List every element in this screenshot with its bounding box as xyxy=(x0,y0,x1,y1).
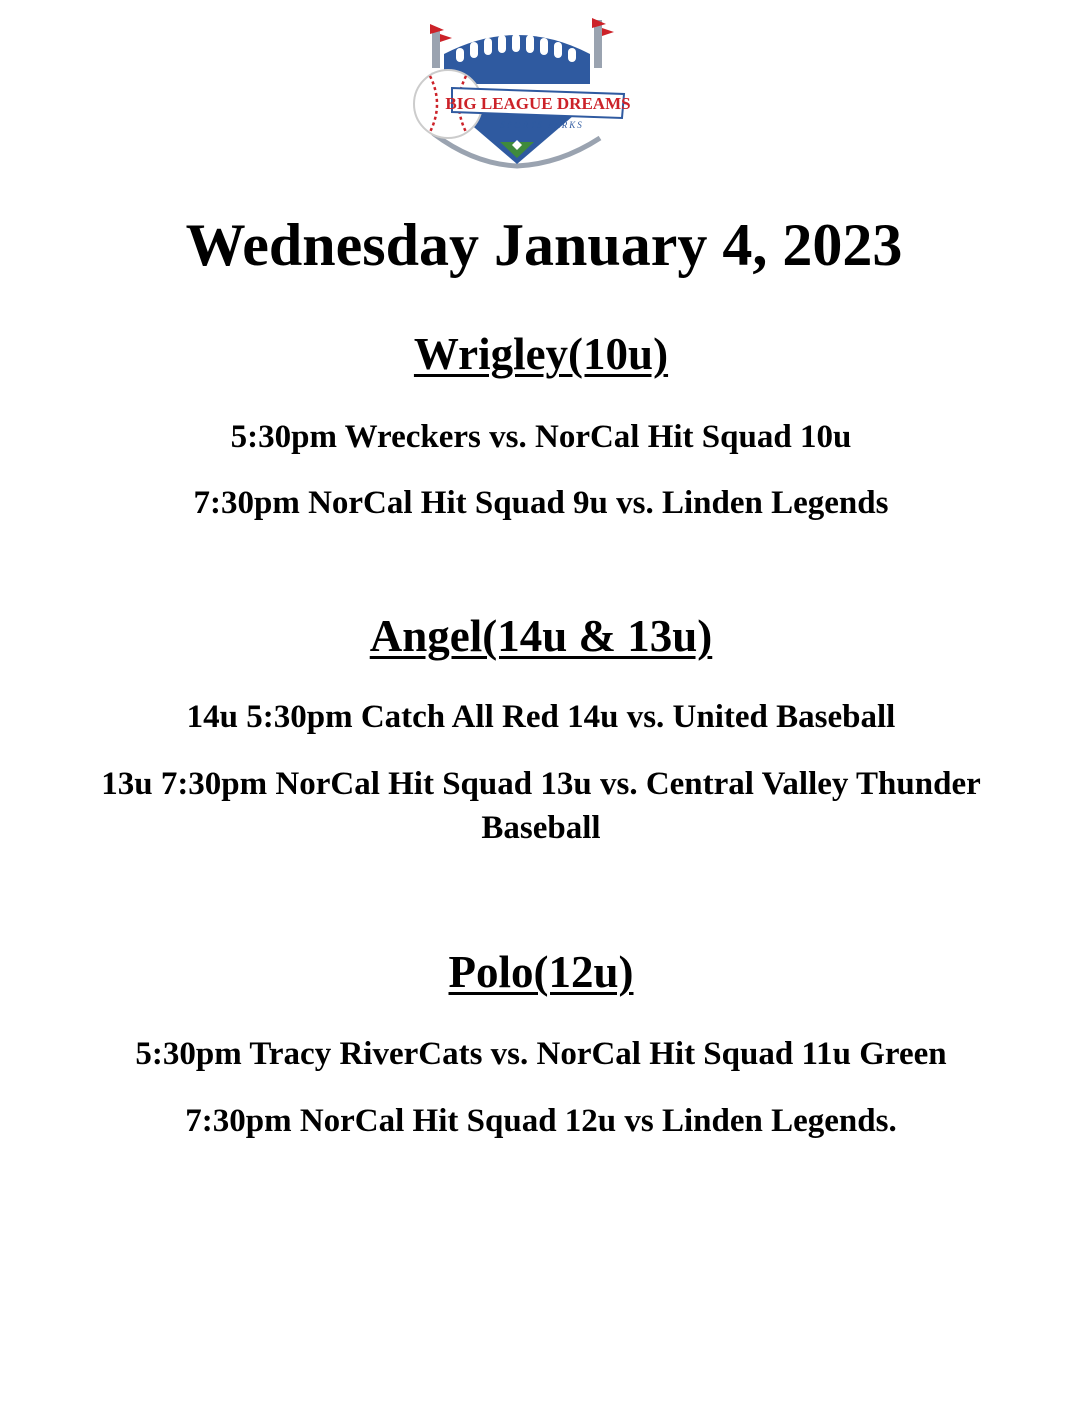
game-line: 14u 5:30pm Catch All Red 14u vs. United Baseball xyxy=(186,699,896,735)
game-line: 5:30pm Tracy RiverCats vs. NorCal Hit Squad 11u Green xyxy=(135,1036,947,1072)
field-heading-polo: Polo(12u) xyxy=(448,947,634,997)
game-line: 7:30pm NorCal Hit Squad 12u vs Linden Legends. xyxy=(185,1103,897,1139)
field-heading-wrigley: Wrigley(10u) xyxy=(413,329,669,379)
big-league-dreams-logo xyxy=(404,14,630,170)
game-line: 7:30pm NorCal Hit Squad 9u vs. Linden Legends xyxy=(193,485,889,521)
logo-text-main: BIG LEAGUE DREAMS xyxy=(445,94,630,113)
game-line: 5:30pm Wreckers vs. NorCal Hit Squad 10u xyxy=(230,419,852,455)
game-line: 13u 7:30pm NorCal Hit Squad 13u vs. Central Valley Thunder Baseball xyxy=(101,766,981,846)
field-heading-angel: Angel(14u & 13u) xyxy=(369,611,713,661)
logo-text-sub: SPORTS PARKS xyxy=(500,120,584,130)
page-title: Wednesday January 4, 2023 xyxy=(185,212,903,278)
logo-graphic xyxy=(404,14,630,170)
